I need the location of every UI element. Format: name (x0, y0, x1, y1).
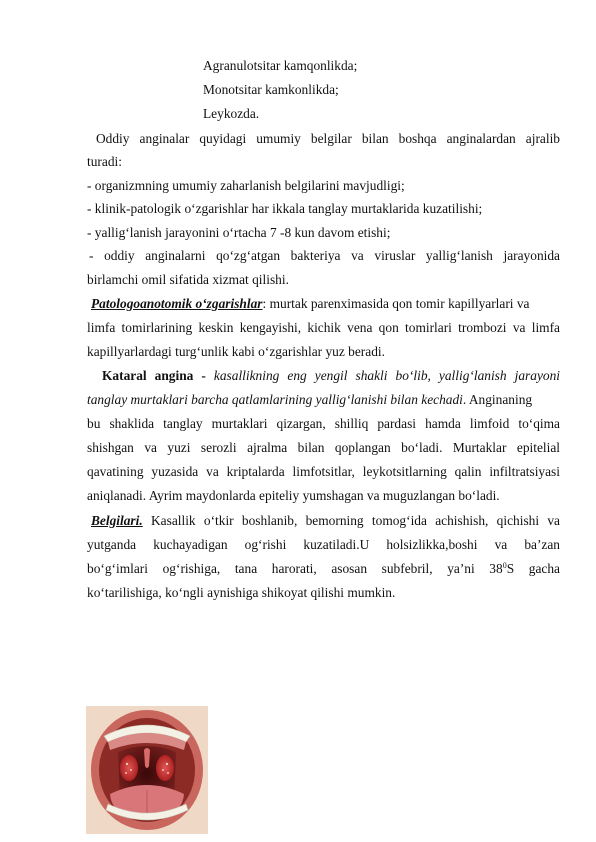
pathology-line-3: kapillyarlardagi turg‘unlik kabi o‘zgarishlar yuz beradi. (87, 344, 385, 359)
signs-line-1 (91, 513, 560, 529)
paragraph-general-line-1: Oddiy anginalar quyidagi umumiy belgilar bilan boshqa anginalardan ajralib (96, 131, 560, 146)
catarrhal-line-2 (87, 392, 560, 408)
list-item-leukosis: Leykozda. (203, 106, 260, 121)
signs-line-3-text-a: bo‘g‘imlari og‘rishiga, tana harorati, asosan subfebril, ya’ni 38 (87, 561, 503, 576)
right-tonsil (156, 755, 174, 781)
degree-superscript: 0 (502, 561, 507, 570)
signs-line-1-text: Kasallik o‘tkir boshlanib, bemorning tomog‘ida achishish, qichishi va (142, 513, 560, 528)
signs-line-3 (87, 561, 560, 577)
signs-line-3-text-b: S gacha (506, 561, 560, 576)
mouth-illustration-svg (86, 706, 208, 834)
pathology-line-2: limfa tomirlarining keskin kengayishi, kichik vena qon tomirlari trombozi va limfa (87, 320, 560, 335)
catarrhal-line-5: qavatining yuzasida va kriptalarda limfotsitlar, leykotsitlarning qalin infiltratsiyasi (87, 464, 560, 479)
left-tonsil (120, 755, 138, 781)
bullet-clinical-changes: - klinik-patologik o‘zgarishlar har ikkala tanglay murtaklarida kuzatilishi; (87, 201, 483, 216)
list-item-agranulocytic: Agranulotsitar kamqonlikda; (203, 58, 358, 73)
catarrhal-line-4: shishgan va yuzi serozli ajralma bilan qoplangan bo‘ladi. Murtaklar epitelial (87, 440, 560, 455)
paragraph-general-line-2: turadi: (87, 154, 122, 169)
pathology-line-1-text: : murtak parenximasida qon tomir kapillyarlari va (262, 296, 530, 311)
catarrhal-line-2-text: . Anginaning (462, 392, 533, 407)
catarrhal-line-3: bu shaklida tanglay murtaklari qizargan, shilliq pardasi hamda limfoid to‘qima (87, 416, 560, 431)
catarrhal-definition-1: kasallikning eng yengil shakli bo‘lib, yallig‘lanish jarayoni (213, 368, 561, 383)
bullet-duration: - yallig‘lanish jarayonini o‘rtacha 7 -8 kun davom etishi; (87, 225, 391, 240)
signs-heading: Belgilari. (91, 513, 143, 528)
catarrhal-term: Kataral angina - (102, 368, 206, 383)
catarrhal-definition-2: tanglay murtaklari barcha qatlamlarining yallig‘lanishi bilan kechadi (87, 392, 463, 407)
signs-line-2: yutganda kuchayadigan og‘rishi kuzatiladi.U holsizlikka,boshi va ba’zan (87, 537, 560, 552)
bullet-intoxication: - organizmning umumiy zaharlanish belgilarini mavjudligi; (87, 178, 405, 193)
pathology-heading: Patologoanotomik o‘zgarishlar (91, 296, 263, 311)
signs-line-4: ko‘tarilishiga, ko‘ngli aynishiga shikoyat qilishi mumkin. (87, 585, 396, 600)
bullet-pathogens-line-2: birlamchi omil sifatida xizmat qilishi. (87, 272, 289, 287)
catarrhal-line-1 (102, 368, 560, 384)
list-item-monocytic: Monotsitar kamkonlikda; (203, 82, 339, 97)
pathology-line-1 (91, 296, 560, 312)
open-mouth-tonsillitis-illustration (86, 706, 208, 834)
bullet-pathogens-line-1: - oddiy anginalarni qo‘zg‘atgan bakteriya va viruslar yallig‘lanish jarayonida (89, 248, 560, 263)
catarrhal-line-6: aniqlanadi. Ayrim maydonlarda epiteliy yumshagan va muguzlangan bo‘ladi. (87, 488, 500, 503)
